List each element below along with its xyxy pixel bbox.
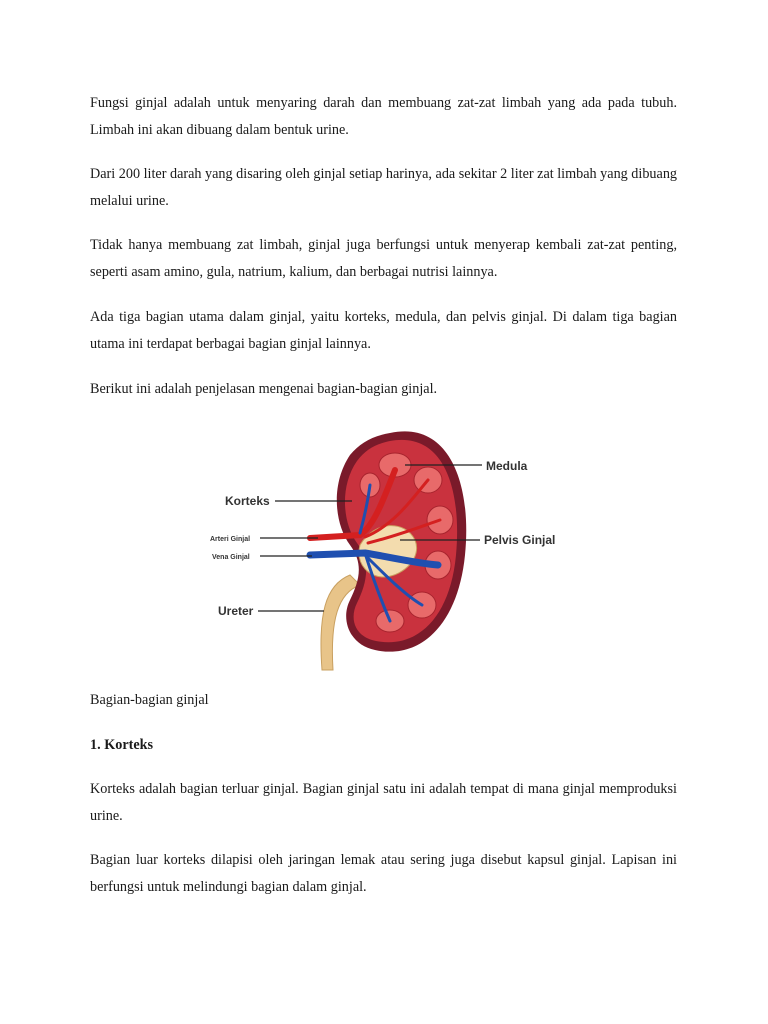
kidney-diagram	[200, 425, 570, 675]
label-vena-ginjal: Vena Ginjal	[212, 554, 250, 561]
label-arteri-ginjal: Arteri Ginjal	[210, 536, 251, 543]
paragraph-korteks-definisi: Korteks adalah bagian terluar ginjal. Bagian ginjal satu ini adalah tempat di mana ginjal memproduksi urine.	[90, 781, 677, 824]
paragraph-korteks-kapsul: Bagian luar korteks dilapisi oleh jaringan lemak atau sering juga disebut kapsul ginjal. Lapisan ini berfungsi untuk melindungi bagian dalam ginjal.	[90, 852, 677, 895]
paragraph-menyerap-kembali: Tidak hanya membuang zat limbah, ginjal juga berfungsi untuk menyerap kembali zat-zat penting, seperti asam amino, gula, natrium, kalium, dan berbagai nutrisi lainnya.	[90, 237, 677, 280]
section-heading: 1. Korteks	[90, 737, 154, 753]
label-pelvis-ginjal: Pelvis Ginjal	[484, 533, 556, 547]
figure-caption: Bagian-bagian ginjal	[90, 692, 209, 708]
paragraph-berikut: Berikut ini adalah penjelasan mengenai bagian-bagian ginjal.	[90, 381, 438, 397]
label-korteks: Korteks	[225, 494, 270, 508]
paragraph-fungsi-ginjal: Fungsi ginjal adalah untuk menyaring darah dan membuang zat-zat limbah yang ada pada tubuh. Limbah ini akan dibuang dalam bentuk urine.	[90, 95, 677, 138]
kidney-illustration	[200, 425, 570, 675]
paragraph-200-liter: Dari 200 liter darah yang disaring oleh ginjal setiap harinya, ada sekitar 2 liter zat limbah yang dibuang melalui urine.	[90, 166, 678, 209]
label-ureter: Ureter	[218, 604, 254, 618]
paragraph-tiga-bagian: Ada tiga bagian utama dalam ginjal, yaitu korteks, medula, dan pelvis ginjal. Di dalam tiga bagian utama ini terdapat berbagai bagian ginjal lainnya.	[90, 309, 677, 352]
label-medula: Medula	[486, 459, 528, 473]
